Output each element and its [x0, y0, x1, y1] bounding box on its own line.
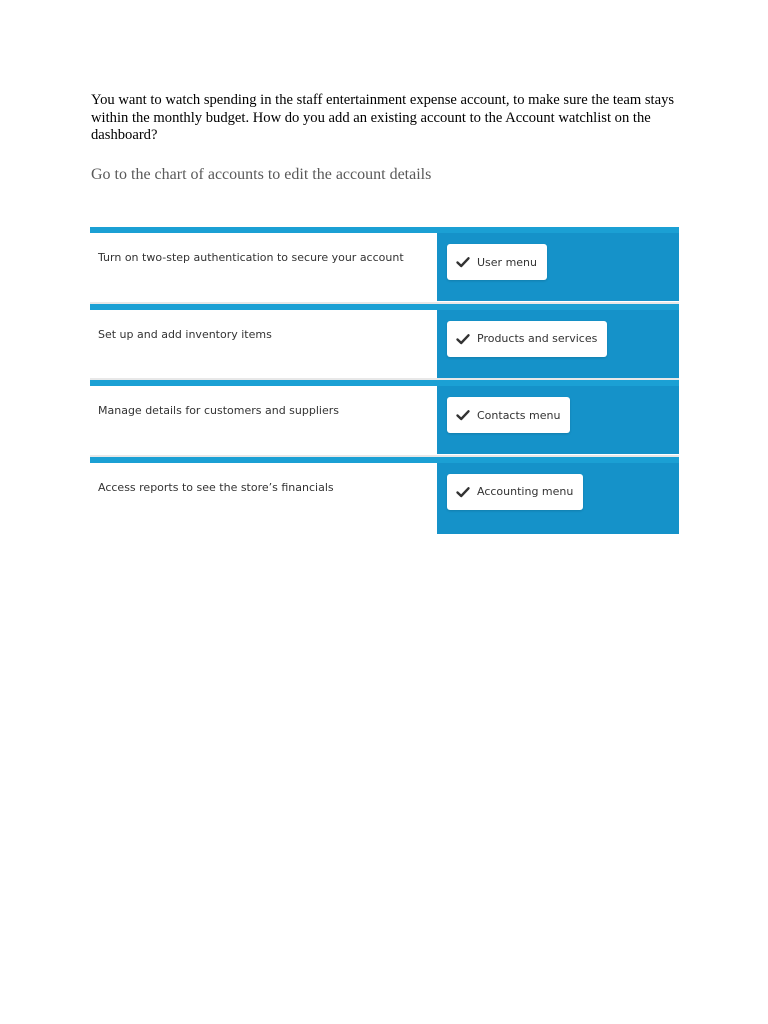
answer-chip-label: Contacts menu	[477, 408, 561, 422]
answer-chip-label: User menu	[477, 255, 537, 269]
checkmark-icon	[455, 254, 471, 270]
row-prompt-cell	[90, 386, 436, 454]
answer-chip-products-and-services[interactable]	[447, 321, 607, 357]
row-prompt: Access reports to see the store’s financials	[98, 480, 334, 494]
answer-chip-accounting-menu[interactable]	[447, 474, 583, 510]
answer-chip-label: Accounting menu	[477, 485, 574, 498]
matching-table	[90, 227, 679, 533]
row-prompt-cell	[90, 463, 436, 531]
row-prompt: Set up and add inventory items	[98, 327, 272, 341]
checkmark-icon	[455, 407, 471, 423]
row-answer-cell	[437, 463, 679, 534]
row-prompt: Manage details for customers and suppliers	[98, 404, 339, 417]
checkmark-icon	[455, 484, 471, 500]
matching-row	[90, 227, 679, 304]
row-answer-cell	[437, 233, 679, 301]
row-answer-cell	[437, 386, 679, 454]
matching-row	[90, 304, 679, 381]
row-prompt-cell	[90, 310, 436, 378]
row-prompt-cell	[90, 233, 436, 301]
checkmark-icon	[455, 331, 471, 347]
matching-row	[90, 457, 679, 534]
answer-chip-label: Products and services	[477, 332, 598, 345]
answer-chip-contacts-menu[interactable]	[447, 397, 570, 433]
row-answer-cell	[437, 310, 679, 378]
answer-chip-user-menu[interactable]	[447, 244, 547, 280]
row-prompt: Turn on two-step authentication to secure your account	[98, 251, 404, 264]
question-text: You want to watch spending in the staff entertainment expense account, to make sure the team stays within the monthly budget. How do you add an existing account to the Account watchlist on the dashboard?	[91, 92, 675, 144]
answer-text: Go to the chart of accounts to edit the account details	[91, 166, 432, 183]
matching-row	[90, 380, 679, 457]
